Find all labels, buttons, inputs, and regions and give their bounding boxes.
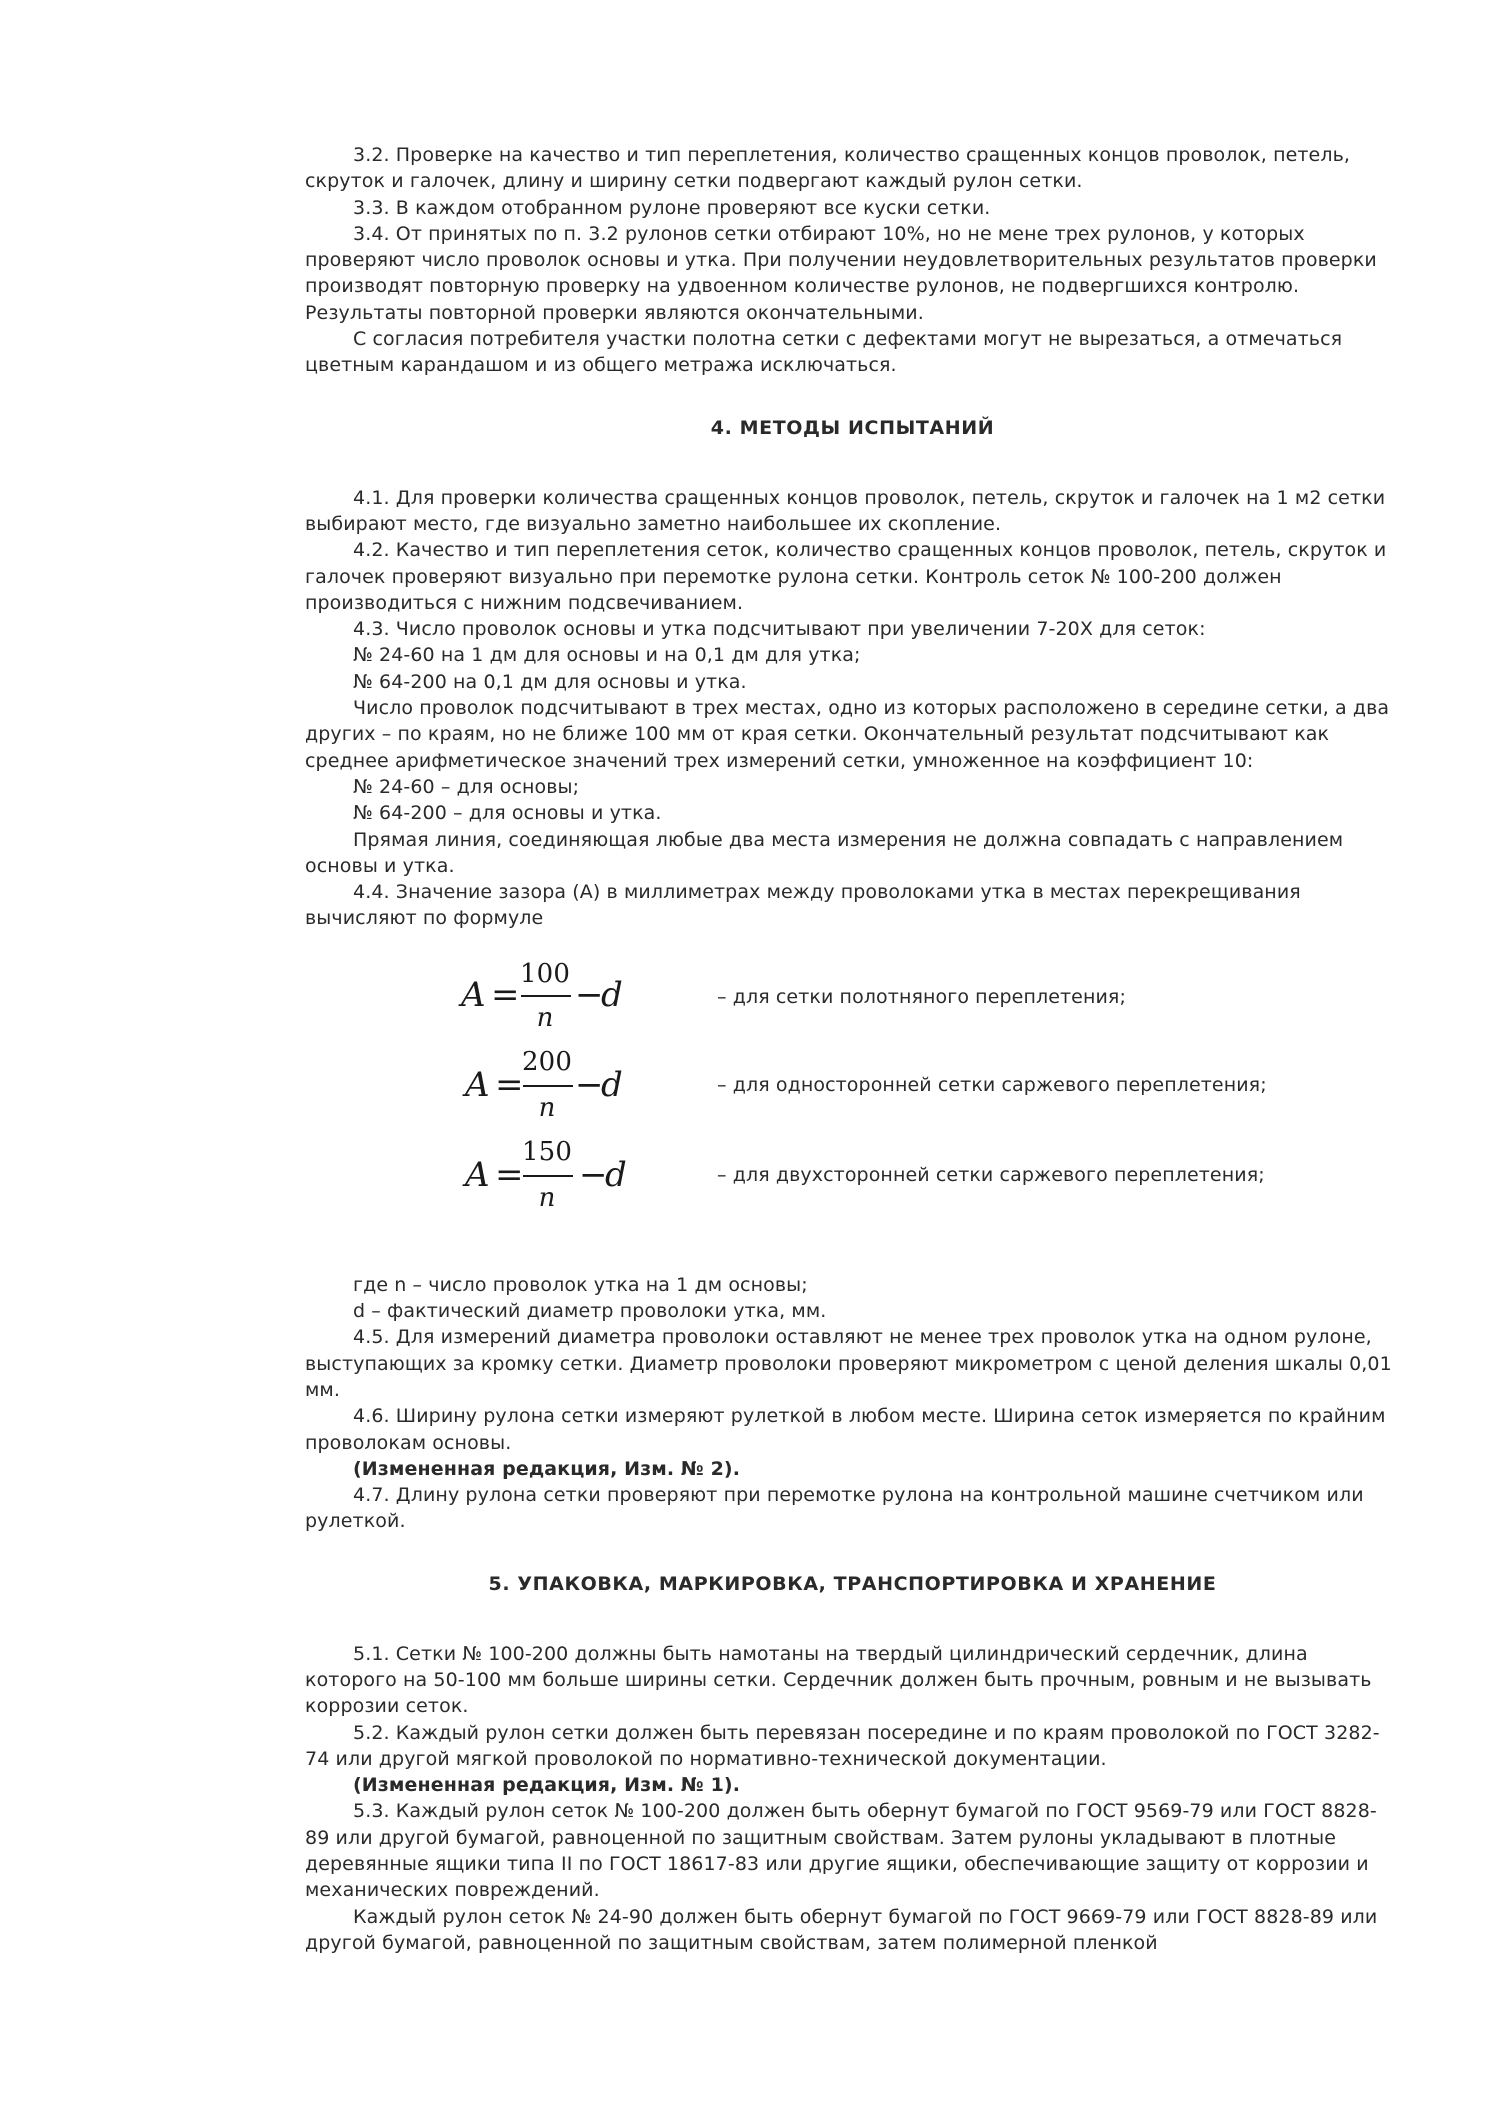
formula-lhs: A	[461, 974, 486, 1015]
formula-description: – для сетки полотняного переплетения;	[717, 985, 1126, 1008]
paragraph-4-3-line: Прямая линия, соединяющая любые два места измерения не должна совпадать с направлением основы и утка.	[305, 828, 1344, 877]
paragraph-5-2: 5.2. Каждый рулон сетки должен быть перевязан посередине и по краям проволокой по ГОСТ 3282-74 или другой мягкой проволокой по нормативно-технической документации.	[305, 1721, 1380, 1770]
formula-rhs: d	[601, 1064, 623, 1105]
paragraph-4-3-count: Число проволок подсчитывают в трех местах, одно из которых расположено в середине сетки, а два других – по краям, но не ближе 100 мм от края сетки. Окончательный результат подсчитывают как среднее арифметическое значений трех измерений сетки, умноженное на коэффициент 10:	[305, 697, 1390, 772]
paragraph-4-7: 4.7. Длину рулона сетки проверяют при перемотке рулона на контрольной машине счетчиком или рулеткой.	[305, 1484, 1364, 1533]
formula-description: – для односторонней сетки саржевого переплетения;	[717, 1073, 1267, 1096]
formula-rhs: d	[601, 974, 623, 1015]
formula-lhs: A	[465, 1064, 490, 1105]
paragraph-3-4-consent: С согласия потребителя участки полотна сетки с дефектами могут не вырезаться, а отмечаться цветным карандашом и из общего метража исключаться.	[305, 328, 1343, 377]
amendment-note-2: (Измененная редакция, Изм. № 2).	[353, 1457, 741, 1480]
paragraph-4-5: 4.5. Для измерений диаметра проволоки оставляют не менее трех проволок утка на одном рулоне, выступающих за кромку сетки. Диаметр проволоки проверяют микрометром с ценой деления шкалы 0,01 мм.	[305, 1326, 1392, 1401]
paragraph-4-3-coef-b: № 64-200 – для основы и утка.	[353, 802, 662, 825]
svg-text:=: =	[491, 974, 520, 1015]
paragraph-4-4: 4.4. Значение зазора (А) в миллиметрах между проволоками утка в местах перекрещивания вычисляют по формуле	[305, 881, 1301, 930]
svg-text:−: −	[575, 974, 604, 1015]
paragraph-5-3-continued: Каждый рулон сеток № 24-90 должен быть обернут бумагой по ГОСТ 9669-79 или ГОСТ 8828-89 или другой бумагой, равноценной по защитным свойствам, затем полимерной пленкой	[305, 1905, 1378, 1954]
where-d-definition: d – фактический диаметр проволоки утка, мм.	[353, 1300, 827, 1323]
formula-image	[455, 954, 695, 1042]
amendment-note-1: (Измененная редакция, Изм. № 1).	[353, 1774, 741, 1797]
formula-description: – для двухсторонней сетки саржевого переплетения;	[717, 1163, 1265, 1186]
paragraph-3-2: 3.2. Проверке на качество и тип переплетения, количество сращенных концов проволок, петель, скруток и галочек, длину и ширину сетки подвергают каждый рулон сетки.	[305, 144, 1351, 193]
formula-image	[455, 1042, 695, 1130]
section-4-heading: 4. МЕТОДЫ ИСПЫТАНИЙ	[710, 416, 995, 439]
paragraph-4-6: 4.6. Ширину рулона сетки измеряют рулеткой в любом месте. Ширина сеток измеряется по крайним проволокам основы.	[305, 1405, 1386, 1454]
formula-rhs: d	[605, 1154, 627, 1195]
svg-text:=: =	[495, 1154, 524, 1195]
paragraph-3-3: 3.3. В каждом отобранном рулоне проверяют все куски сетки.	[353, 196, 991, 219]
formula-block	[305, 954, 1400, 1254]
paragraph-4-1: 4.1. Для проверки количества сращенных концов проволок, петель, скруток и галочек на 1 м2 сетки выбирают место, где визуально заметно наибольшее их скопление.	[305, 486, 1386, 535]
paragraph-3-4: 3.4. От принятых по п. 3.2 рулонов сетки отбирают 10%, но не мене трех рулонов, у которых проверяют число проволок основы и утка. При получении неудовлетворительных результатов проверки производят повторную проверку на удвоенном количестве рулонов, не подвергшихся контролю. Результаты повторной проверки являются окончательными.	[305, 222, 1377, 324]
formula-row	[305, 1042, 1400, 1130]
paragraph-5-1: 5.1. Сетки № 100-200 должны быть намотаны на твердый цилиндрический сердечник, длина которого на 50-100 мм больше ширины сетки. Сердечник должен быть прочным, ровным и не вызывать коррозии сеток.	[305, 1642, 1372, 1718]
formula-numerator: 200	[522, 1046, 572, 1077]
paragraph-4-3: 4.3. Число проволок основы и утка подсчитывают при увеличении 7-20Х для сеток:	[353, 618, 1206, 641]
formula-denominator: n	[538, 1182, 556, 1213]
paragraph-4-3-coef-a: № 24-60 – для основы;	[353, 775, 580, 798]
formula-row	[305, 954, 1400, 1042]
formula-numerator: 100	[520, 958, 570, 989]
svg-text:=: =	[495, 1064, 524, 1105]
where-n-definition: где n – число проволок утка на 1 дм основы;	[353, 1273, 808, 1296]
section-5-heading: 5. УПАКОВКА, МАРКИРОВКА, ТРАНСПОРТИРОВКА И ХРАНЕНИЕ	[488, 1572, 1217, 1595]
formula-denominator: n	[538, 1092, 556, 1123]
paragraph-4-2: 4.2. Качество и тип переплетения сеток, количество сращенных концов проволок, петель, скруток и галочек проверяют визуально при перемотке рулона сетки. Контроль сеток № 100-200 должен производиться с нижним подсвечиванием.	[305, 539, 1387, 614]
formula-numerator: 150	[522, 1136, 572, 1167]
formula-denominator: n	[536, 1002, 554, 1033]
paragraph-4-3-item-a: № 24-60 на 1 дм для основы и на 0,1 дм для утка;	[353, 644, 861, 667]
formula-lhs: A	[465, 1154, 490, 1195]
formula-row	[305, 1132, 1400, 1220]
document-page	[305, 142, 1400, 1956]
svg-text:−: −	[575, 1064, 604, 1105]
svg-text:−: −	[579, 1154, 608, 1195]
paragraph-4-3-item-b: № 64-200 на 0,1 дм для основы и утка.	[353, 670, 747, 693]
formula-image	[455, 1132, 695, 1220]
paragraph-5-3: 5.3. Каждый рулон сеток № 100-200 должен быть обернут бумагой по ГОСТ 9569-79 или ГОСТ 8828-89 или другой бумагой, равноценной по защитным свойствам. Затем рулоны укладывают в плотные деревянные ящики типа II по ГОСТ 18617-83 или другие ящики, обеспечивающие защиту от коррозии и механических повреждений.	[305, 1800, 1377, 1902]
